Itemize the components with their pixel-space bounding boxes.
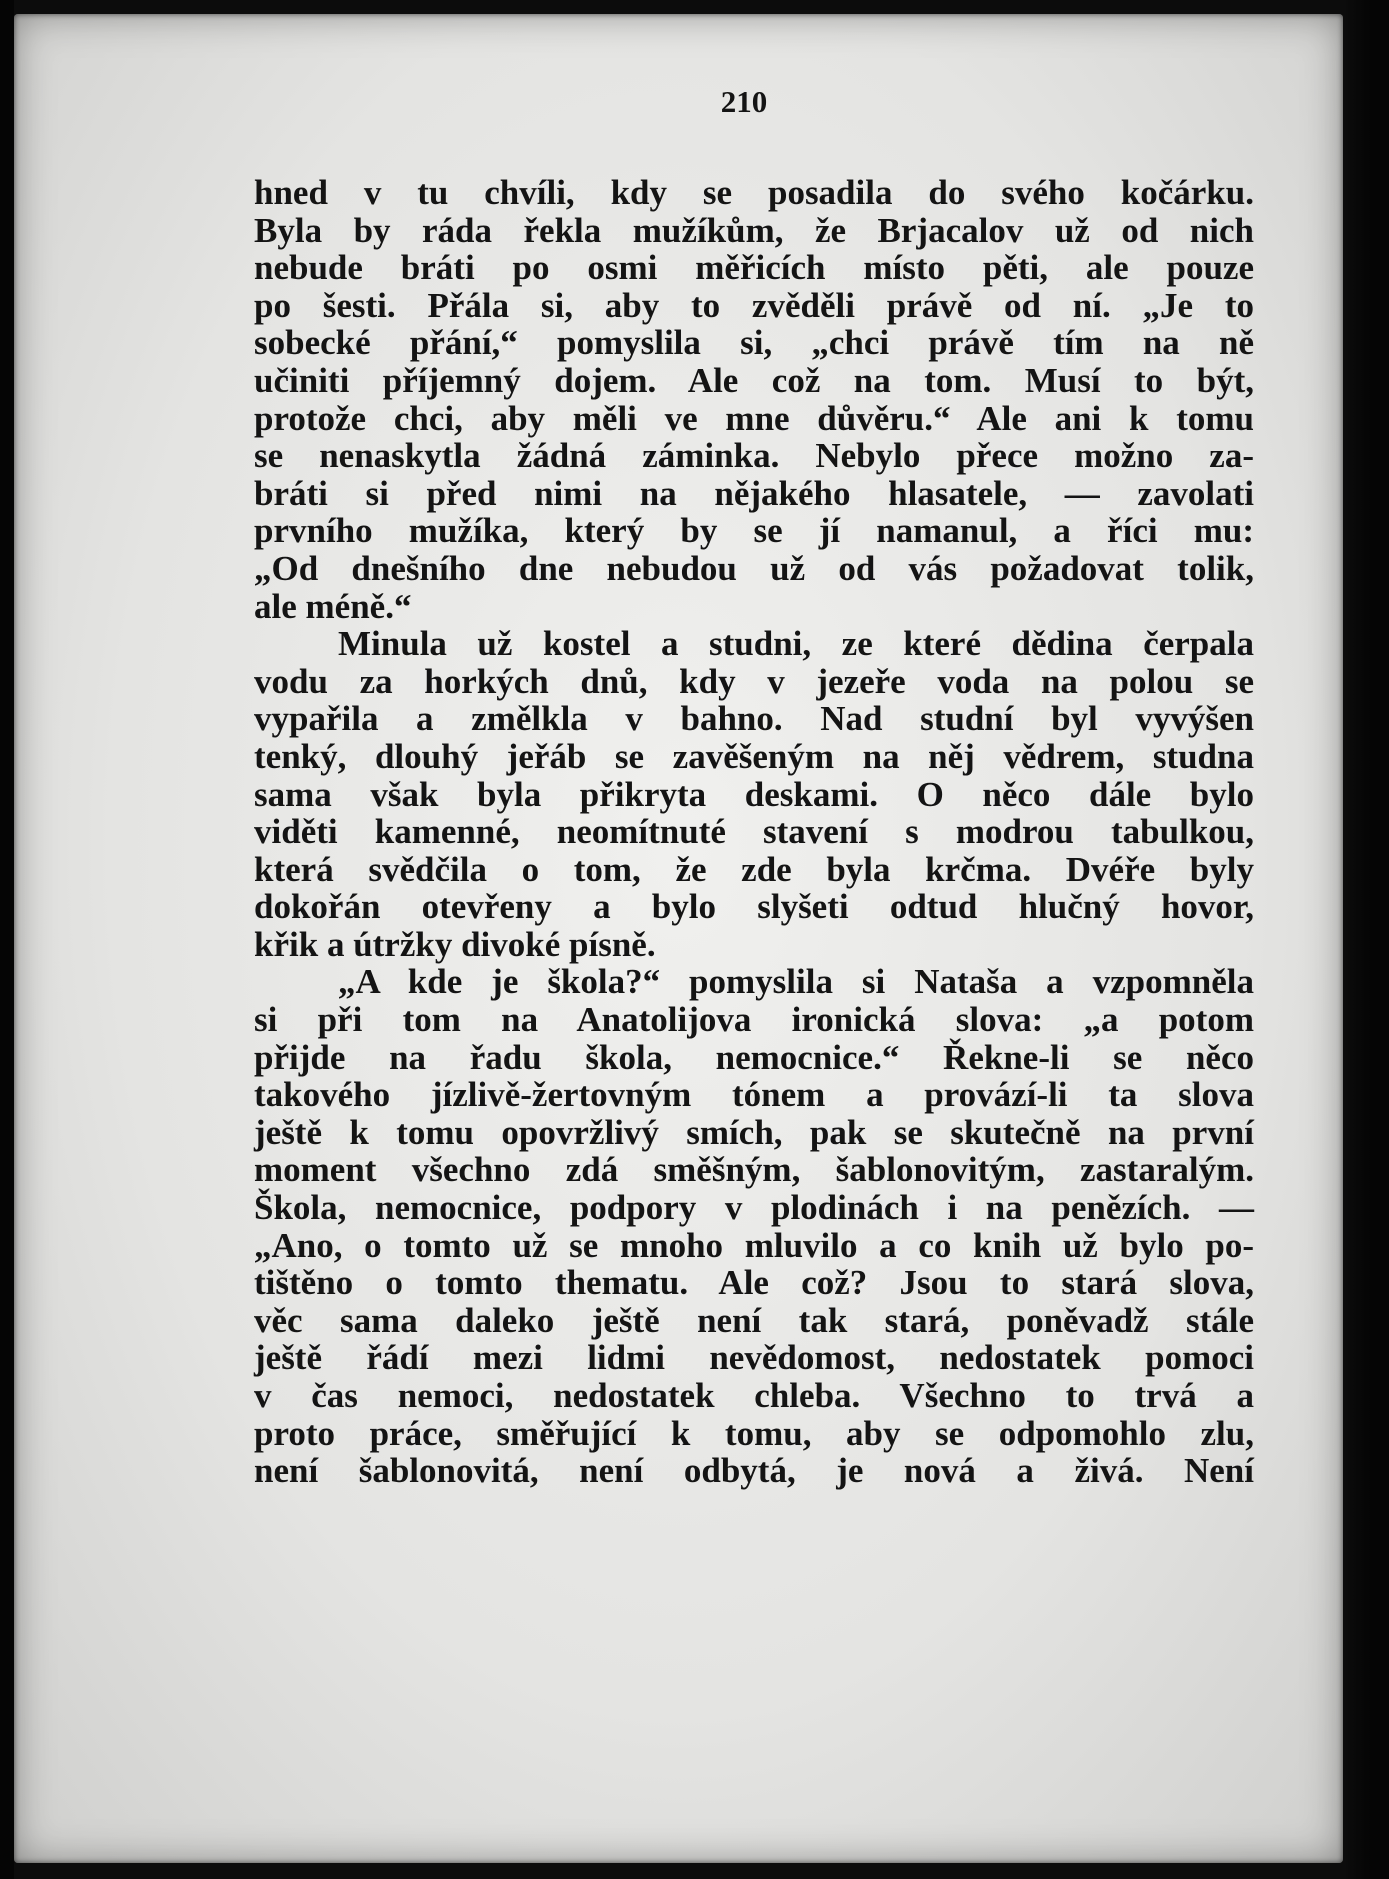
text-line: vypařila a změlkla v bahno. Nad studní byl vyvýšen xyxy=(254,699,1254,739)
text-line: Škola, nemocnice, podpory v plodinách i na penězích. — xyxy=(254,1188,1254,1228)
text-line: prvního mužíka, který by se jí namanul, a říci mu: xyxy=(254,511,1254,551)
text-line: vodu za horkých dnů, kdy v jezeře voda na polou se xyxy=(254,661,1254,701)
text-line: sobecké přání,“ pomyslila si, „chci právě tím na ně xyxy=(254,323,1254,363)
text-line: dokořán otevřeny a bylo slyšeti odtud hlučný hovor, xyxy=(254,887,1254,927)
text-line: tištěno o tomto thematu. Ale což? Jsou to stará slova, xyxy=(254,1263,1254,1303)
paragraph xyxy=(254,625,1254,963)
scan-left-edge xyxy=(0,0,14,1879)
paragraph xyxy=(254,174,1254,625)
text-line: „A kde je škola?“ pomyslila si Nataša a vzpomněla xyxy=(338,962,1254,1002)
text-line: tenký, dlouhý jeřáb se zavěšeným na něj vědrem, studna xyxy=(254,736,1254,776)
text-line: která svědčila o tom, že zde byla krčma. Dvéře byly xyxy=(254,849,1254,889)
text-line: bráti si před nimi na nějakého hlasatele, — zavolati xyxy=(254,473,1254,513)
text-line: sama však byla přikryta deskami. O něco dále bylo xyxy=(254,774,1254,814)
text-line: „Od dnešního dne nebudou už od vás požadovat tolik, xyxy=(254,548,1254,588)
text-line: po šesti. Přála si, aby to zvěděli právě od ní. „Je to xyxy=(254,285,1254,325)
book-page xyxy=(14,14,1343,1863)
text-line: křik a útržky divoké písně. xyxy=(254,924,656,964)
text-line: nebude bráti po osmi měřicích místo pěti, ale pouze xyxy=(254,248,1254,288)
text-line: takového jízlivě-žertovným tónem a provází-li ta slova xyxy=(254,1075,1254,1115)
page-number: 210 xyxy=(720,84,768,119)
text-line: si při tom na Anatolijova ironická slova: „a potom xyxy=(254,1000,1254,1040)
text-line: moment všechno zdá směšným, šablonovitým, zastaralým. xyxy=(254,1150,1254,1190)
text-line: ještě k tomu opovržlivý smích, pak se skutečně na první xyxy=(254,1112,1254,1152)
text-line: se nenaskytla žádná záminka. Nebylo přece možno za- xyxy=(254,436,1254,476)
text-line: není šablonovitá, není odbytá, je nová a živá. Není xyxy=(254,1451,1254,1491)
page-body-text xyxy=(254,174,1254,1490)
text-line: „Ano, o tomto už se mnoho mluvilo a co knih už bylo po- xyxy=(254,1225,1254,1265)
text-line: protože chci, aby měli ve mne důvěru.“ Ale ani k tomu xyxy=(254,398,1254,438)
text-line: ještě řádí mezi lidmi nevědomost, nedostatek pomoci xyxy=(254,1338,1254,1378)
text-line: Minula už kostel a studni, ze které dědina čerpala xyxy=(338,624,1254,664)
text-line: ale méně.“ xyxy=(254,586,412,626)
text-line: hned v tu chvíli, kdy se posadila do svého kočárku. xyxy=(254,173,1254,212)
paragraph xyxy=(254,963,1254,1489)
text-line: v čas nemoci, nedostatek chleba. Všechno to trvá a xyxy=(254,1376,1254,1415)
text-line: věc sama daleko ještě není tak stará, poněvadž stále xyxy=(254,1300,1254,1340)
text-line: proto práce, směřující k tomu, aby se odpomohlo zlu, xyxy=(254,1413,1254,1453)
text-line: viděti kamenné, neomítnuté stavení s modrou tabulkou, xyxy=(254,812,1254,852)
text-line: Byla by ráda řekla mužíkům, že Brjacalov už od nich xyxy=(254,210,1254,250)
text-line: učiniti příjemný dojem. Ale což na tom. Musí to být, xyxy=(254,360,1254,400)
text-line: přijde na řadu škola, nemocnice.“ Řekne-li se něco xyxy=(254,1037,1254,1077)
scan-right-edge xyxy=(1343,0,1389,1879)
